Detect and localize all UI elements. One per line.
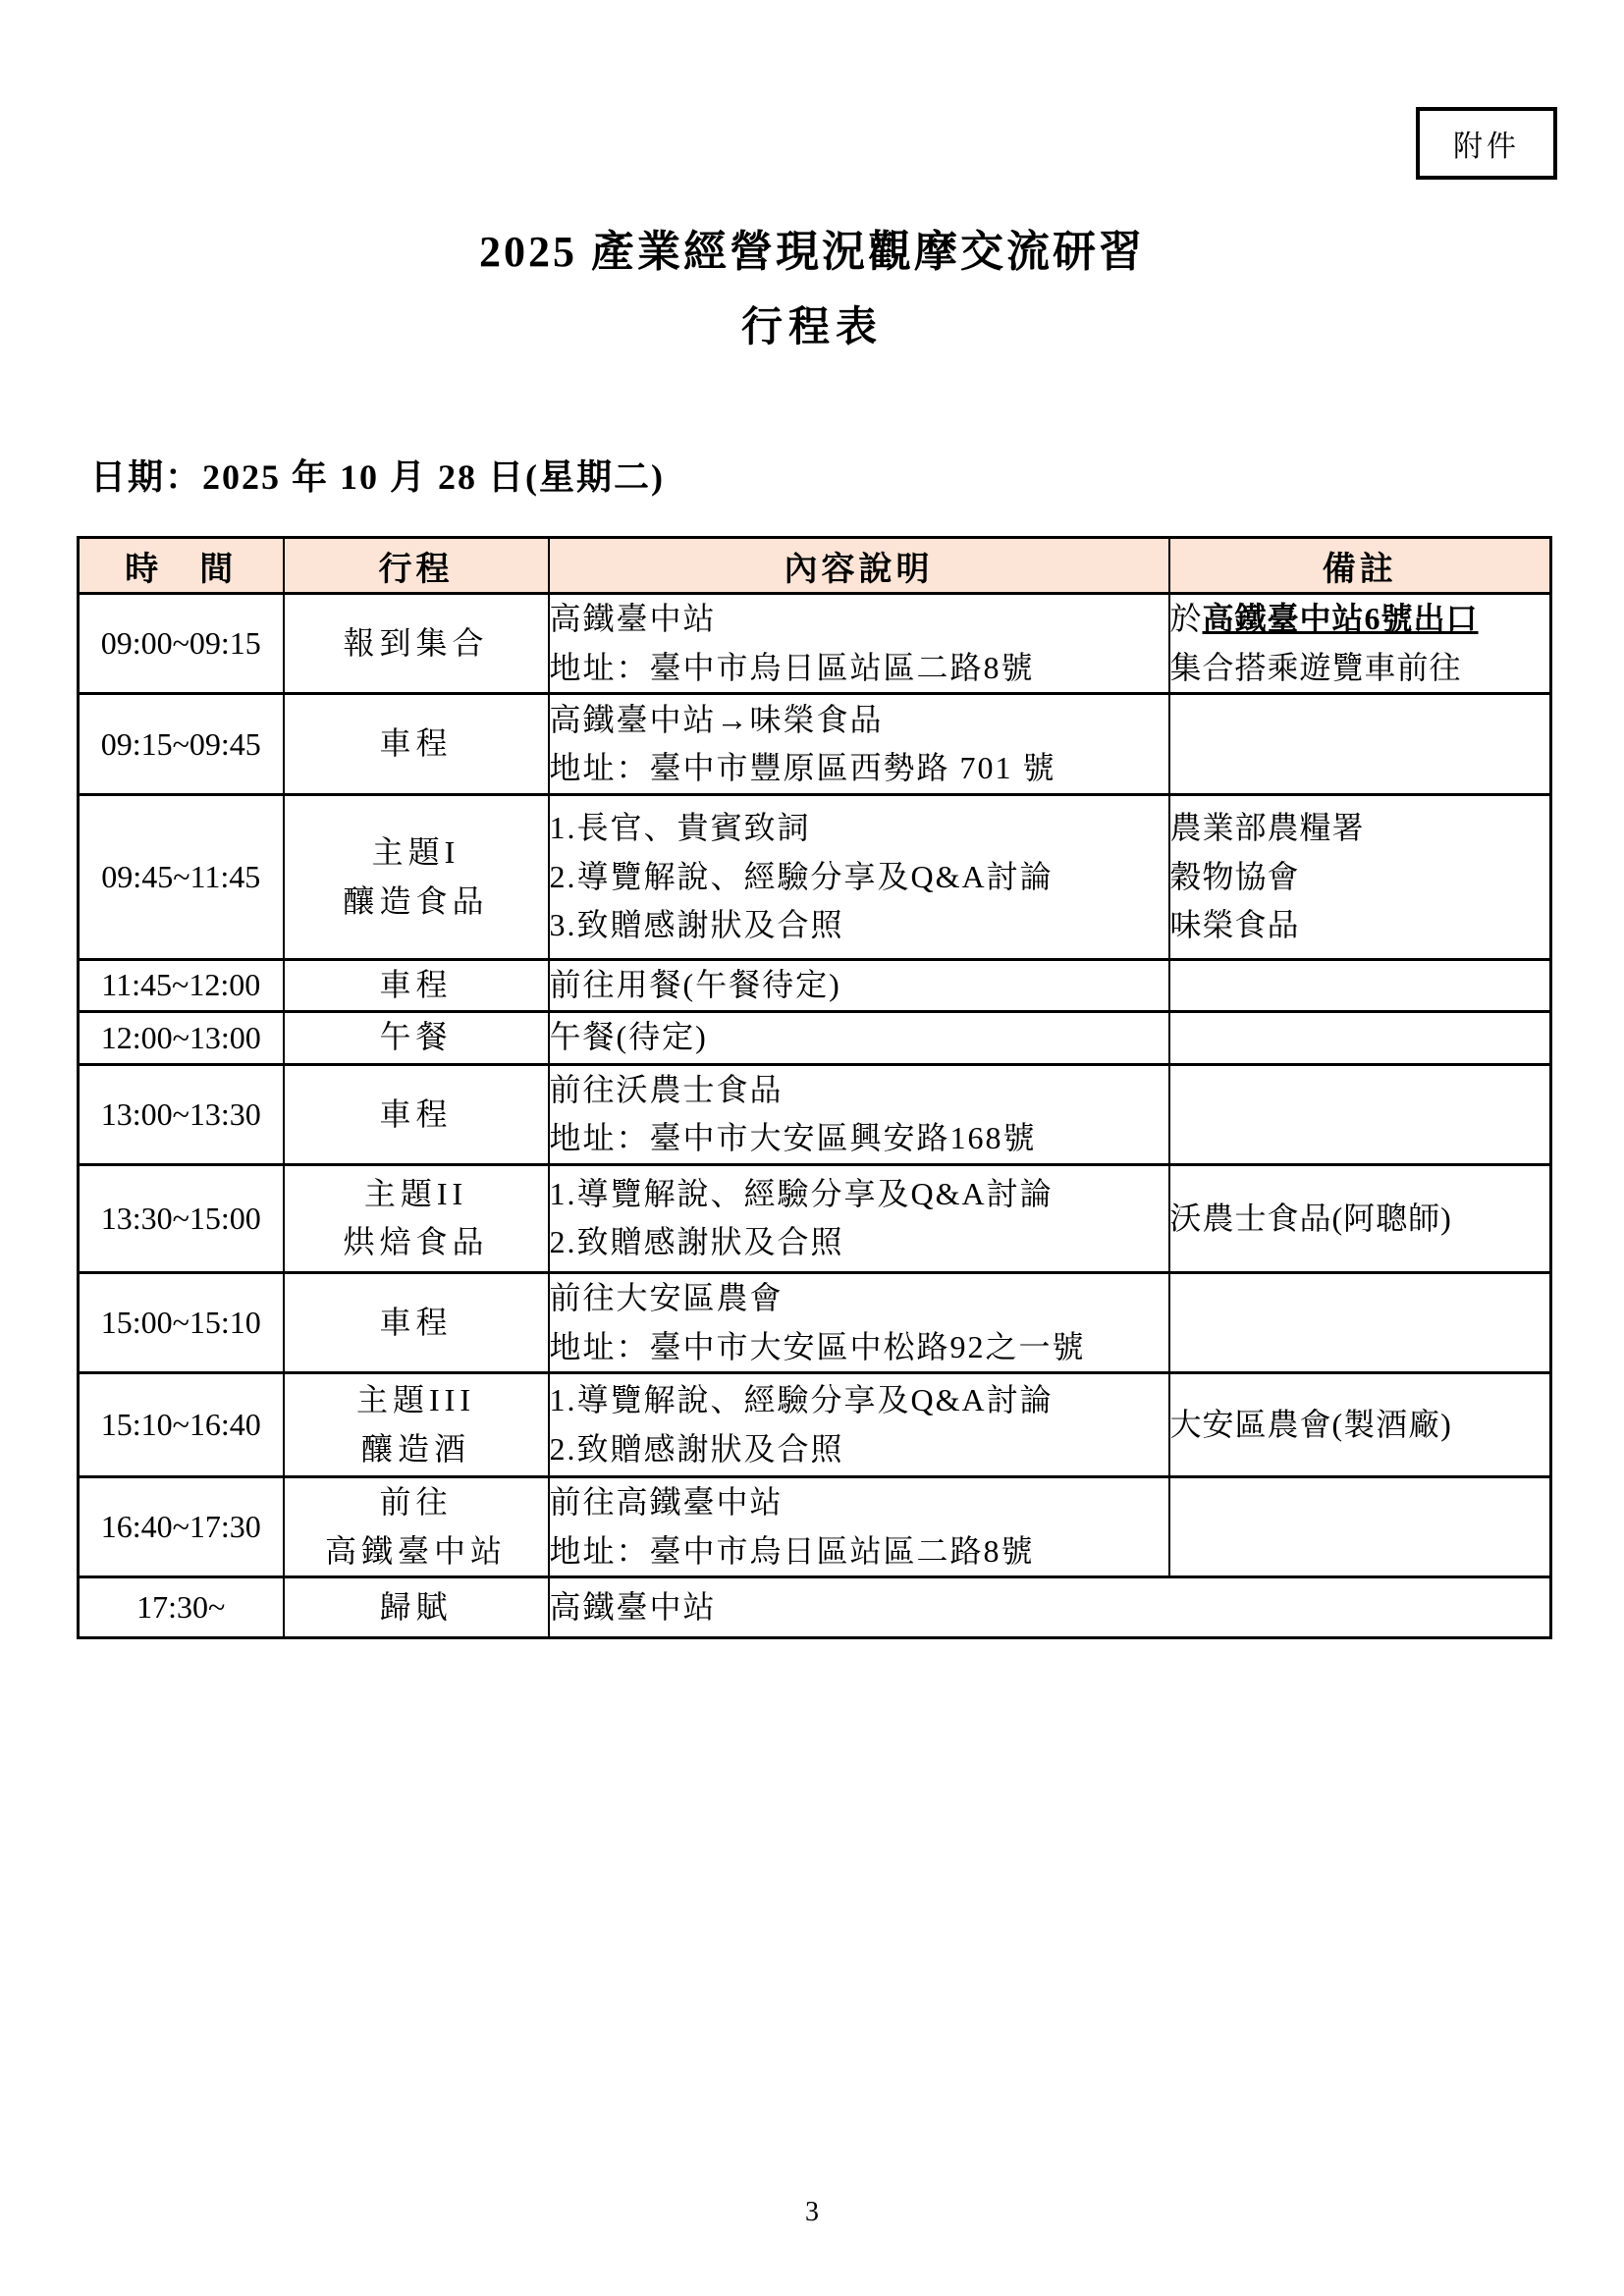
trip-line: 釀造酒 [360, 1430, 470, 1467]
content-line: 前往大安區農會 [549, 1279, 784, 1315]
table-row [79, 1011, 1551, 1064]
trip-line: 主題III [356, 1382, 475, 1418]
content-line: 1.導覽解說、經驗分享及Q&A討論 [549, 1175, 1054, 1211]
content-line: 高鐵臺中站 [549, 601, 717, 636]
time-cell: 12:00~13:00 [79, 1011, 284, 1064]
content-cell [549, 1373, 1169, 1477]
content-line: 前往高鐵臺中站 [549, 1484, 784, 1521]
table-row [79, 594, 1551, 694]
trip-line: 主題II [363, 1175, 468, 1211]
table-row [79, 1477, 1551, 1577]
content-line: 高鐵臺中站→味榮食品 [549, 701, 884, 737]
time-cell: 16:40~17:30 [79, 1477, 284, 1577]
content-line: 地址：臺中市豐原區西勢路 701 號 [549, 750, 1056, 786]
table-header-row [79, 538, 1551, 594]
trip-cell: 報到集合 [284, 594, 549, 694]
content-cell [549, 795, 1169, 960]
time-cell: 15:10~16:40 [79, 1373, 284, 1477]
document-subtitle: 行程表 [740, 305, 883, 350]
note-cell [1169, 960, 1551, 1012]
content-cell [549, 1064, 1169, 1164]
note-cell [1169, 1064, 1551, 1164]
schedule-table [77, 536, 1552, 1639]
content-cell [549, 1272, 1169, 1372]
content-line: 地址：臺中市烏日區站區二路8號 [549, 649, 1035, 685]
trip-cell: 車程 [284, 694, 549, 795]
content-line: 1.導覽解說、經驗分享及Q&A討論 [549, 1382, 1054, 1418]
table-row [79, 795, 1551, 960]
attachment-box [1416, 107, 1557, 180]
note-line [1170, 595, 1550, 644]
table-row [79, 1373, 1551, 1477]
content-cell [549, 594, 1169, 694]
note-cell [1169, 1011, 1551, 1064]
note-cell: 大安區農會(製酒廠) [1169, 1373, 1551, 1477]
time-cell: 09:15~09:45 [79, 694, 284, 795]
time-cell: 13:30~15:00 [79, 1164, 284, 1272]
time-cell: 15:00~15:10 [79, 1272, 284, 1372]
trip-cell: 午餐 [284, 1011, 549, 1064]
table-row [79, 1272, 1551, 1372]
note-cell: 沃農士食品(阿聰師) [1169, 1164, 1551, 1272]
document-title: 2025 產業經營現況觀摩交流研習 [479, 228, 1145, 276]
content-line: 地址：臺中市烏日區站區二路8號 [549, 1532, 1035, 1569]
time-cell: 11:45~12:00 [79, 960, 284, 1012]
note-line: 穀物協會 [1169, 858, 1300, 894]
content-line: 1.長官、貴賓致詞 [549, 810, 811, 846]
header-cell-note: 備註 [1169, 538, 1551, 594]
note-prefix: 於 [1169, 601, 1203, 636]
content-line: 地址：臺中市大安區興安路168號 [549, 1120, 1037, 1156]
content-line: 2.導覽解說、經驗分享及Q&A討論 [549, 858, 1054, 894]
note-bold-underline: 高鐵臺中站6號出口 [1202, 601, 1479, 636]
content-cell-merged: 高鐵臺中站 [549, 1577, 1551, 1638]
trip-cell: 車程 [284, 1064, 549, 1164]
trip-cell [284, 1373, 549, 1477]
header-cell-trip: 行程 [284, 538, 549, 594]
content-cell [549, 1477, 1169, 1577]
time-cell: 09:45~11:45 [79, 795, 284, 960]
note-line: 集合搭乘遊覽車前往 [1169, 649, 1462, 685]
note-cell [1169, 694, 1551, 795]
page-number: 3 [805, 2197, 819, 2227]
trip-line: 烘焙食品 [343, 1224, 489, 1260]
content-line: 2.致贈感謝狀及合照 [549, 1224, 844, 1260]
date-line: 日期：2025 年 10 月 28 日(星期二) [90, 457, 665, 497]
trip-cell [284, 795, 549, 960]
content-line: 前往沃農士食品 [549, 1071, 784, 1107]
note-cell [1169, 594, 1551, 694]
content-cell: 前往用餐(午餐待定) [549, 960, 1169, 1012]
trip-cell: 車程 [284, 960, 549, 1012]
trip-cell: 歸賦 [284, 1577, 549, 1638]
attachment-label: 附件 [1453, 131, 1520, 163]
time-cell: 17:30~ [79, 1577, 284, 1638]
note-cell [1169, 795, 1551, 960]
trip-line: 主題I [371, 834, 460, 871]
content-line: 2.致贈感謝狀及合照 [549, 1430, 844, 1467]
note-line: 農業部農糧署 [1169, 810, 1365, 846]
trip-cell [284, 1164, 549, 1272]
content-cell [549, 1164, 1169, 1272]
note-cell [1169, 1477, 1551, 1577]
content-line: 3.致贈感謝狀及合照 [549, 907, 844, 943]
header-cell-time: 時 間 [79, 538, 284, 594]
table-row [79, 960, 1551, 1012]
content-cell: 午餐(待定) [549, 1011, 1169, 1064]
trip-line: 前往 [379, 1484, 453, 1521]
content-line: 地址：臺中市大安區中松路92之一號 [549, 1328, 1086, 1364]
note-line: 味榮食品 [1169, 907, 1300, 943]
trip-cell: 車程 [284, 1272, 549, 1372]
table-row [79, 1577, 1551, 1638]
trip-cell [284, 1477, 549, 1577]
note-cell [1169, 1272, 1551, 1372]
header-cell-content: 內容說明 [549, 538, 1169, 594]
table-row [79, 1164, 1551, 1272]
table-row [79, 1064, 1551, 1164]
trip-line: 高鐵臺中站 [324, 1532, 507, 1569]
time-cell: 09:00~09:15 [79, 594, 284, 694]
trip-line: 釀造食品 [343, 882, 489, 919]
content-cell [549, 694, 1169, 795]
time-cell: 13:00~13:30 [79, 1064, 284, 1164]
table-row [79, 694, 1551, 795]
